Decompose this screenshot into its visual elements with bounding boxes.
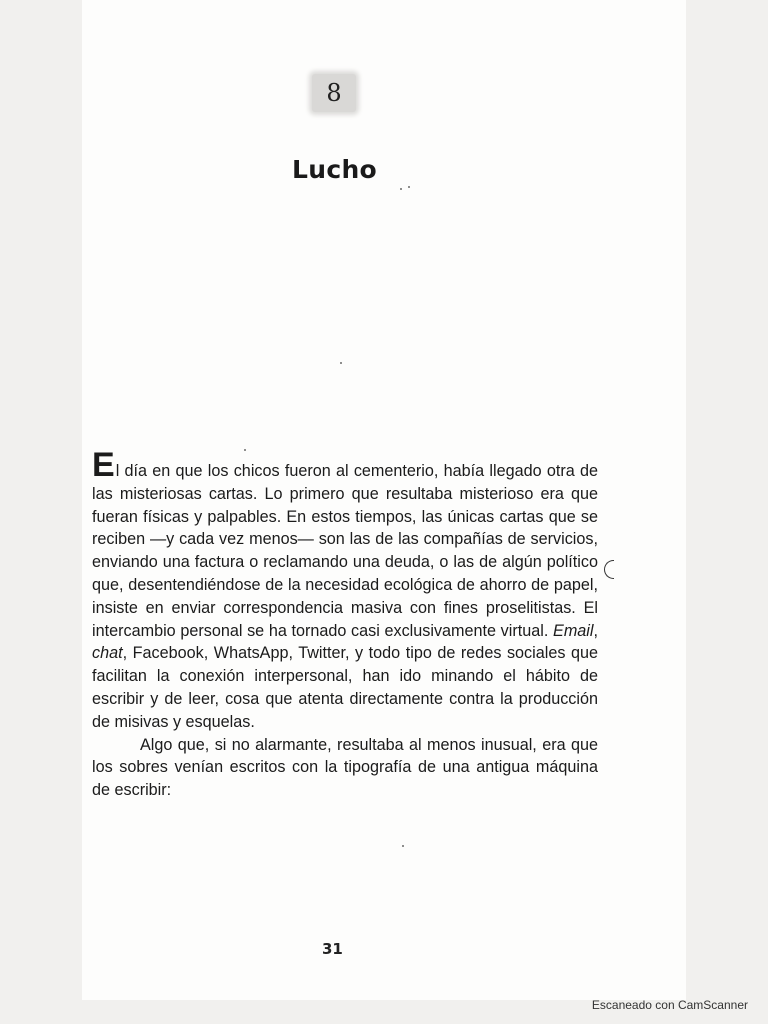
- scanner-watermark: Escaneado con CamScanner: [591, 998, 748, 1012]
- italic-email: Email: [553, 621, 594, 640]
- scan-speck: [402, 845, 404, 847]
- chapter-number-text: 8: [326, 79, 342, 107]
- scan-speck: [408, 186, 410, 188]
- chapter-number: [312, 74, 356, 112]
- scan-speck: [244, 449, 246, 451]
- inline-separator: ,: [593, 621, 598, 640]
- scan-speck: [340, 362, 342, 364]
- chapter-body: [92, 446, 598, 802]
- drop-cap: E: [92, 446, 115, 484]
- paragraph-2: Algo que, si no alarmante, resultaba al menos inusual, era que los sobres venían escritos con la tipografía de una antigua máquina de escribir:: [92, 735, 598, 800]
- italic-chat: chat: [92, 644, 123, 663]
- page-number: 31: [322, 940, 343, 958]
- paragraph-1: [92, 446, 598, 734]
- paragraph-1-tail: , Facebook, WhatsApp, Twitter, y todo tipo de redes sociales que facilitan la conexión interpersonal, han ido minando el hábito de escribir y de leer, cosa que atenta directamente contra la producción de misivas y esquelas.: [92, 644, 598, 731]
- chapter-title: Lucho: [292, 155, 378, 184]
- scan-speck: [400, 188, 402, 190]
- paragraph-1-lead: l día en que los chicos fueron al cementerio, había llegado otra de las misteriosas cartas. Lo primero que resultaba misterioso era que fueran físicas y palpables. En estos tiempos, las únicas cartas que se reciben —y cada vez menos— son las de las compañías de servicios, enviando una factura o reclamando una deuda, o las de algún político que, desentendiéndose de la necesidad ecológica de ahorro de papel, insiste en enviar correspondencia masiva con fines proselitistas. El intercambio personal se ha tornado casi exclusivamente virtual.: [92, 462, 598, 640]
